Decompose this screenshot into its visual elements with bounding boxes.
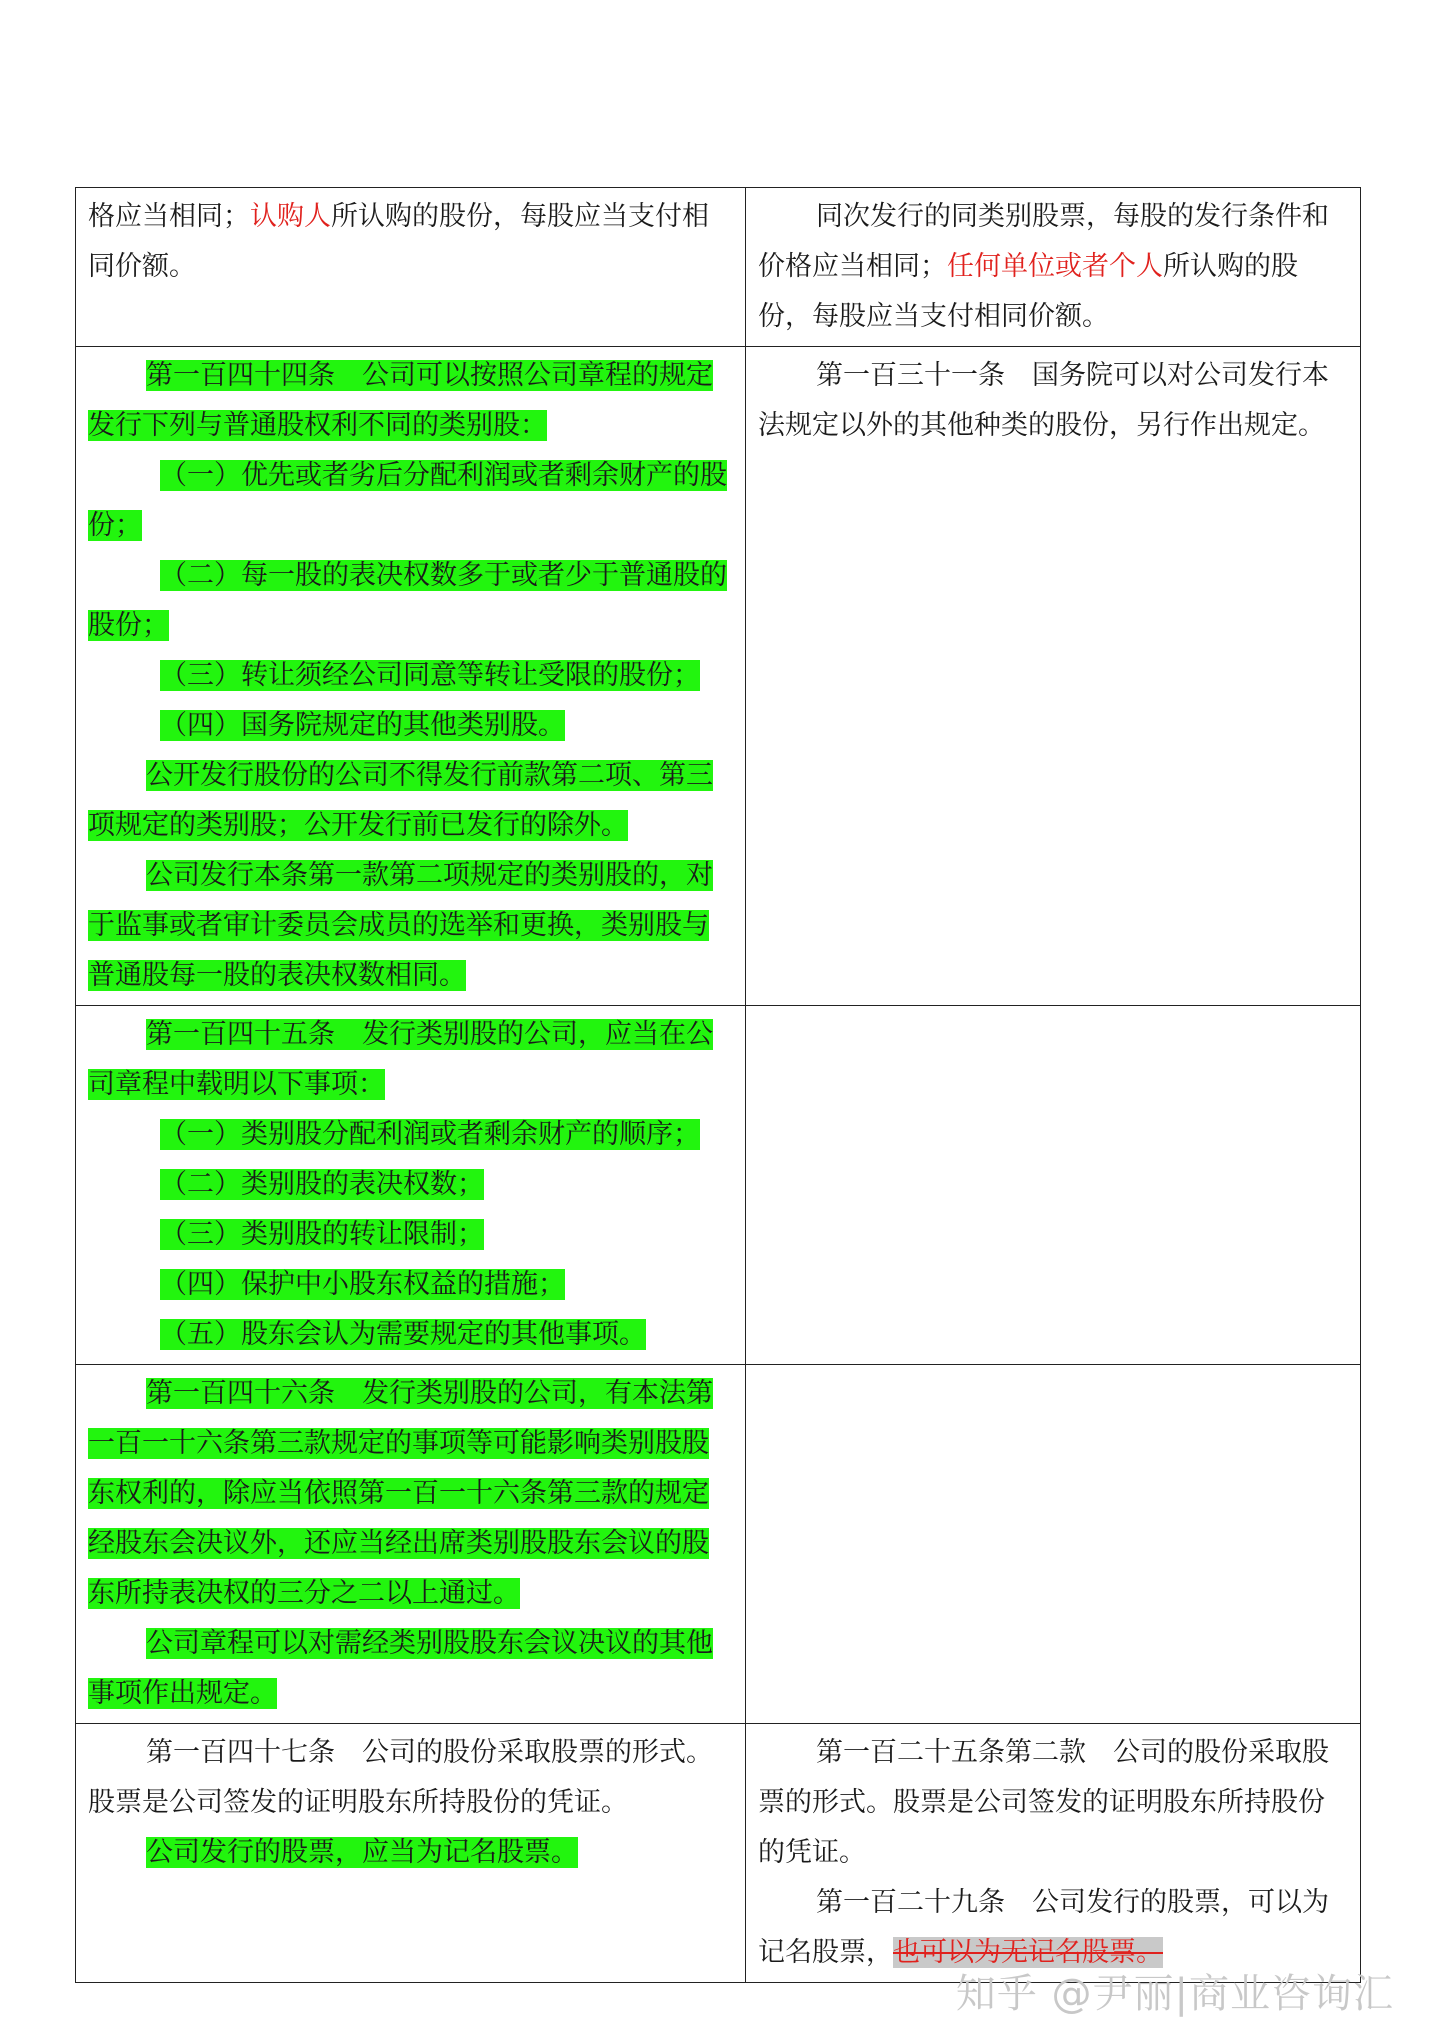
highlighted-text: （四）国务院规定的其他类别股。 — [160, 710, 565, 741]
table-row — [76, 1365, 1361, 1724]
paragraph — [88, 851, 733, 1001]
paragraph — [88, 351, 733, 451]
text-run: 格应当相同； — [88, 201, 250, 232]
paragraph — [88, 751, 733, 851]
red-text-run: 任何单位或者个人 — [947, 251, 1163, 282]
text-run: 所认购的股份，每股应当支付相同价额。 — [758, 251, 1298, 332]
paragraph — [88, 1619, 733, 1719]
paragraph — [88, 701, 733, 751]
paragraph — [88, 1369, 733, 1619]
table-row — [76, 347, 1361, 1006]
table-body — [76, 188, 1361, 1983]
text-run: 第一百二十五条第二款 公司的股份采取股票的形式。股票是公司签发的证明股东所持股份的凭证。 — [758, 1737, 1329, 1868]
paragraph — [88, 1010, 733, 1110]
highlighted-text: 公司章程可以对需经类别股股东会议决议的其他事项作出规定。 — [88, 1628, 713, 1709]
highlighted-text: （二）类别股的表决权数； — [160, 1169, 484, 1200]
paragraph — [88, 1310, 733, 1360]
paragraph — [88, 1160, 733, 1210]
text-run: 第一百三十一条 国务院可以对公司发行本法规定以外的其他种类的股份，另行作出规定。 — [758, 360, 1329, 441]
highlighted-text: 第一百四十四条 公司可以按照公司章程的规定发行下列与普通股权利不同的类别股： — [88, 360, 713, 441]
cell-new-law — [76, 188, 746, 347]
cell-new-law — [76, 347, 746, 1006]
highlighted-text: 第一百四十六条 发行类别股的公司，有本法第一百一十六条第三款规定的事项等可能影响类别股股东权利的，除应当依照第一百一十六条第三款的规定经股东会决议外，还应当经出席类别股股东会议的股东所持表决权的三分之二以上通过。 — [88, 1378, 713, 1609]
highlighted-text: （一）优先或者劣后分配利润或者剩余财产的股份； — [88, 460, 727, 541]
cell-new-law — [76, 1724, 746, 1983]
paragraph — [88, 1210, 733, 1260]
text-run: 第一百二十九条 公司发行的股票，可以为记名股票， — [758, 1887, 1329, 1968]
table-row — [76, 188, 1361, 347]
paragraph — [88, 1828, 733, 1878]
highlighted-text: （四）保护中小股东权益的措施； — [160, 1269, 565, 1300]
highlighted-text: 公开发行股份的公司不得发行前款第二项、第三项规定的类别股；公开发行前已发行的除外。 — [88, 760, 713, 841]
table-row — [76, 1006, 1361, 1365]
paragraph — [758, 351, 1348, 451]
paragraph — [88, 451, 733, 551]
table-row — [76, 1724, 1361, 1983]
deleted-text: 也可以为无记名股票。 — [893, 1937, 1163, 1968]
text-run: 第一百四十七条 公司的股份采取股票的形式。股票是公司签发的证明股东所持股份的凭证。 — [88, 1737, 713, 1818]
cell-new-law — [76, 1006, 746, 1365]
highlighted-text: （一）类别股分配利润或者剩余财产的顺序； — [160, 1119, 700, 1150]
paragraph — [758, 192, 1348, 342]
watermark: 知乎 @尹丽|商业咨询汇 — [955, 1971, 1394, 2017]
text-run: 同次发行的同类别股票，每股的发行条件和价格应当相同； — [758, 201, 1329, 282]
paragraph — [88, 192, 733, 292]
cell-old-law — [746, 1724, 1361, 1983]
cell-old-law — [746, 347, 1361, 1006]
highlighted-text: （二）每一股的表决权数多于或者少于普通股的股份； — [88, 560, 727, 641]
highlighted-text: 公司发行本条第一款第二项规定的类别股的，对于监事或者审计委员会成员的选举和更换，类别股与普通股每一股的表决权数相同。 — [88, 860, 713, 991]
paragraph — [88, 1260, 733, 1310]
red-text-run: 认购人 — [250, 201, 331, 232]
cell-old-law — [746, 188, 1361, 347]
highlighted-text: （三）类别股的转让限制； — [160, 1219, 484, 1250]
text-run: 所认购的股份，每股应当支付相同价额。 — [88, 201, 709, 282]
comparison-table — [75, 187, 1361, 1983]
highlighted-text: （三）转让须经公司同意等转让受限的股份； — [160, 660, 700, 691]
cell-old-law-empty — [746, 1365, 1361, 1724]
highlighted-text: 第一百四十五条 发行类别股的公司，应当在公司章程中载明以下事项： — [88, 1019, 713, 1100]
paragraph — [88, 1728, 733, 1828]
cell-new-law — [76, 1365, 746, 1724]
paragraph — [88, 1110, 733, 1160]
highlighted-text: （五）股东会认为需要规定的其他事项。 — [160, 1319, 646, 1350]
paragraph — [758, 1728, 1348, 1878]
highlighted-text: 公司发行的股票，应当为记名股票。 — [146, 1837, 578, 1868]
cell-old-law-empty — [746, 1006, 1361, 1365]
paragraph — [88, 551, 733, 651]
paragraph — [88, 651, 733, 701]
